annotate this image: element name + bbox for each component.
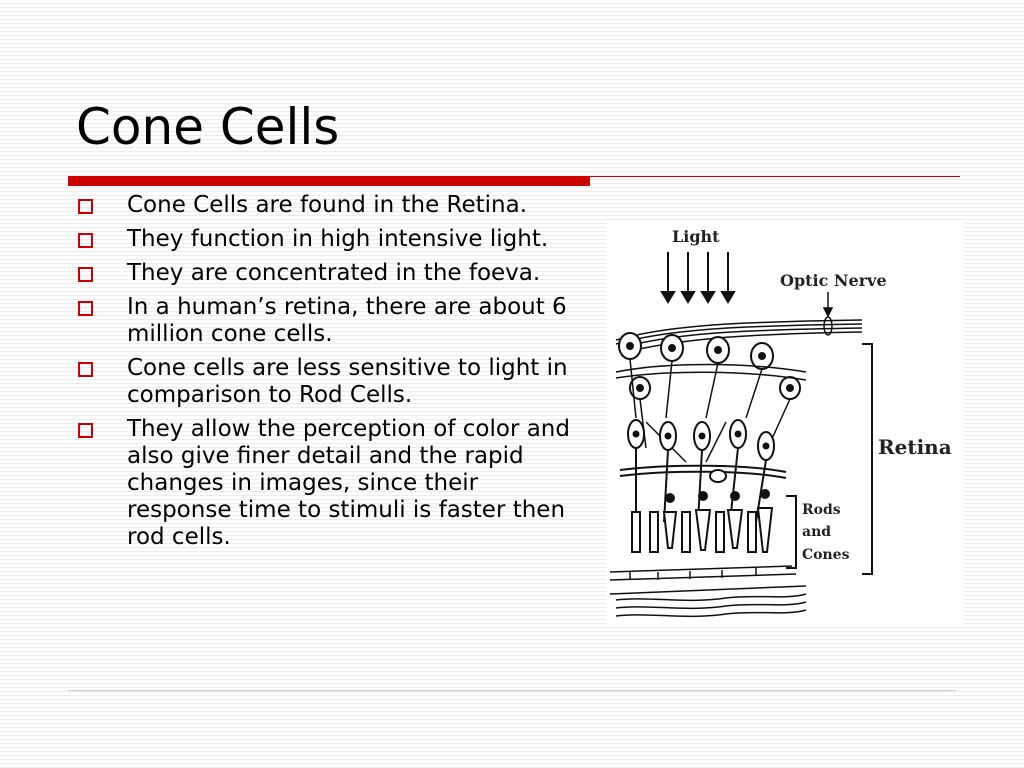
pigment-epithelium xyxy=(610,566,806,616)
bullet-list xyxy=(76,192,576,558)
retina-diagram-svg xyxy=(606,222,964,626)
optic-nerve-label: Optic Nerve xyxy=(780,271,887,290)
square-bullet-icon xyxy=(78,267,93,282)
slide-title: Cone Cells xyxy=(76,98,340,156)
inner-plexiform-fibres xyxy=(616,359,806,462)
ganglion-cells xyxy=(619,333,800,399)
bullet-item xyxy=(76,294,576,348)
optic-nerve-arrow xyxy=(824,292,832,316)
retina-diagram xyxy=(606,222,964,626)
square-bullet-icon xyxy=(78,301,93,316)
and-label: and xyxy=(802,524,832,540)
title-underline-accent xyxy=(68,176,590,186)
rods-cones-bracket xyxy=(786,496,796,568)
square-bullet-icon xyxy=(78,423,93,438)
bullet-text: Cone cells are less sensitive to light in comparison to Rod Cells. xyxy=(127,355,568,408)
rods-label: Rods xyxy=(802,502,841,518)
optic-nerve-fibres xyxy=(616,317,862,352)
bullet-text: They function in high intensive light. xyxy=(127,226,549,252)
bullet-text: They allow the perception of color and also give finer detail and the rapid changes in images, since their response time to stimuli is faster then rod cells. xyxy=(127,416,570,550)
bullet-item xyxy=(76,355,576,409)
square-bullet-icon xyxy=(78,233,93,248)
light-label: Light xyxy=(672,227,720,246)
cones-label: Cones xyxy=(802,547,850,563)
retina-label: Retina xyxy=(878,435,952,459)
title-underline-thin xyxy=(590,176,960,177)
square-bullet-icon xyxy=(78,362,93,377)
bullet-text: Cone Cells are found in the Retina. xyxy=(127,192,528,218)
bullet-text: They are concentrated in the foeva. xyxy=(127,260,541,286)
bullet-item xyxy=(76,226,576,253)
rods-and-cones xyxy=(632,490,772,552)
bullet-item xyxy=(76,260,576,287)
square-bullet-icon xyxy=(78,199,93,214)
bullet-text: In a human’s retina, there are about 6 million cone cells. xyxy=(127,294,567,347)
bullet-item xyxy=(76,416,576,551)
light-arrows xyxy=(662,252,734,302)
footer-divider xyxy=(68,690,956,691)
retina-bracket xyxy=(862,344,872,574)
bullet-item xyxy=(76,192,576,219)
